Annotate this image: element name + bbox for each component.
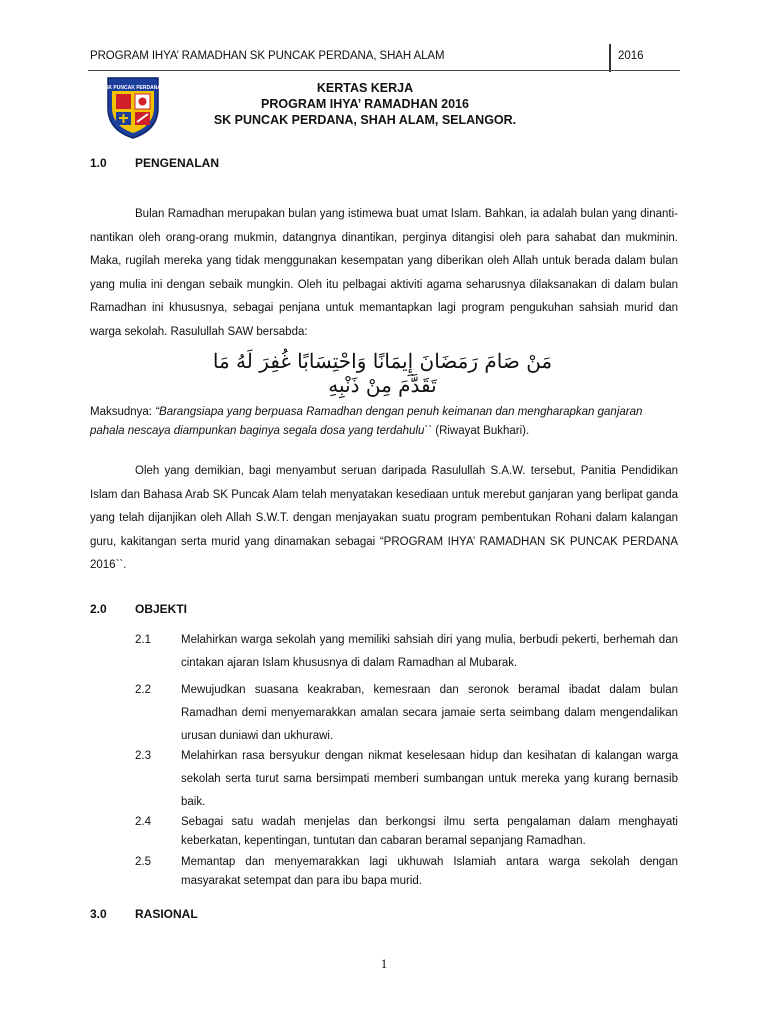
title-line-3: SK PUNCAK PERDANA, SHAH ALAM, SELANGOR. — [213, 113, 517, 127]
school-logo — [104, 74, 162, 140]
header-rule — [88, 70, 680, 71]
section-2-number: 2.0 — [90, 602, 107, 616]
header-year: 2016 — [618, 50, 644, 62]
svg-text:SK PUNCAK PERDANA: SK PUNCAK PERDANA — [105, 85, 161, 91]
maksud-quote: “Barangsiapa yang berpuasa Ramadhan dengan penuh keimanan dan mengharapkan ganjaran pahala nescaya diampunkan baginya segala dosa yang terdahulu`` — [90, 406, 643, 437]
objective-text: Melahirkan warga sekolah yang memiliki sahsiah diri yang mulia, berbudi pekerti, berhemah dan cintakan ajaran Islam khususnya di dalam Ramadhan al Mubarak. — [181, 634, 678, 669]
title-line-2: PROGRAM IHYA’ RAMADHAN 2016 — [261, 97, 469, 111]
section-3-heading: RASIONAL — [135, 907, 198, 921]
section-3-number: 3.0 — [90, 907, 107, 921]
program-paragraph — [90, 460, 678, 578]
page-number: 1 — [380, 956, 388, 971]
objective-number: 2.5 — [135, 856, 151, 868]
document-title — [190, 80, 540, 128]
intro-paragraph-text: Bulan Ramadhan merupakan bulan yang istimewa buat umat Islam. Bahkan, ia adalah bulan yang dinanti-nantikan oleh orang-orang mukmin, datangnya dinantikan, perginya ditangisi oleh para sahabat dan mukminin. Maka, rugilah mereka yang tidak menggunakan kesempatan yang diberikan oleh Allah untuk berada dalam bulan yang mulia ini dengan sebaik mungkin. Oleh itu pelbagai aktiviti agama seharusnya dilaksanakan di dalam bulan Ramadhan ini khususnya, sebagai penjana untuk memantapkan lagi program pengukuhan sahsiah murid dan warga sekolah. Rasulullah SAW bersabda: — [90, 208, 678, 338]
objective-text: Memantap dan menyemarakkan lagi ukhuwah Islamiah antara warga sekolah dengan masyarakat setempat dan para ibu bapa murid. — [181, 856, 678, 887]
objective-number: 2.1 — [135, 634, 151, 646]
title-line-1: KERTAS KERJA — [316, 81, 414, 95]
objective-number: 2.4 — [135, 816, 151, 828]
hadith-translation — [90, 403, 680, 441]
section-2-heading: OBJEKTI — [135, 602, 188, 616]
objective-number: 2.2 — [135, 684, 151, 696]
header-divider — [609, 44, 611, 72]
section-1-heading: PENGENALAN — [135, 156, 220, 170]
objective-number: 2.3 — [135, 750, 151, 762]
program-paragraph-text: Oleh yang demikian, bagi menyambut seruan daripada Rasulullah S.A.W. tersebut, Panitia Pendidikan Islam dan Bahasa Arab SK Puncak Alam telah menyatakan kesediaan untuk merebut ganjaran yang berlipat ganda yang telah dijanjikan oleh Allah S.W.T. dengan menjayakan suatu program pembentukan Rohani dalam kalangan guru, kakitangan serta murid yang dinamakan sebagai “PROGRAM IHYA’ RAMADHAN SK PUNCAK PERDANA 2016``. — [90, 465, 678, 571]
maksud-label: Maksudnya: — [90, 406, 156, 418]
section-1-number: 1.0 — [90, 156, 107, 170]
hadith-arabic: مَنْ صَامَ رَمَضَانَ إِيمَانًا وَاحْتِسَابًا غُفِرَ لَهُ مَا تَقَدَّمَ مِنْ ذَنْبِهِ — [212, 349, 553, 397]
objective-text: Sebagai satu wadah menjelas dan berkongsi ilmu serta pengalaman dalam menghayati keberkatan, kepentingan, tuntutan dan cabaran beramal sepanjang Ramadhan. — [181, 816, 678, 847]
intro-paragraph — [90, 203, 678, 344]
header-title: PROGRAM IHYA’ RAMADHAN SK PUNCAK PERDANA, SHAH ALAM — [90, 50, 445, 62]
objective-text: Melahirkan rasa bersyukur dengan nikmat keselesaan hidup dan kesihatan di kalangan warga sekolah serta turut sama bersimpati memberi sumbangan untuk mereka yang kurang bernasib baik. — [181, 750, 678, 808]
objective-text: Mewujudkan suasana keakraban, kemesraan dan seronok beramal ibadat dalam bulan Ramadhan demi menyemarakkan amalan secara jamaie serta seimbang dalam mengendalikan urusan duniawi dan ukhurawi. — [181, 684, 678, 742]
maksud-source: (Riwayat Bukhari). — [432, 425, 530, 437]
